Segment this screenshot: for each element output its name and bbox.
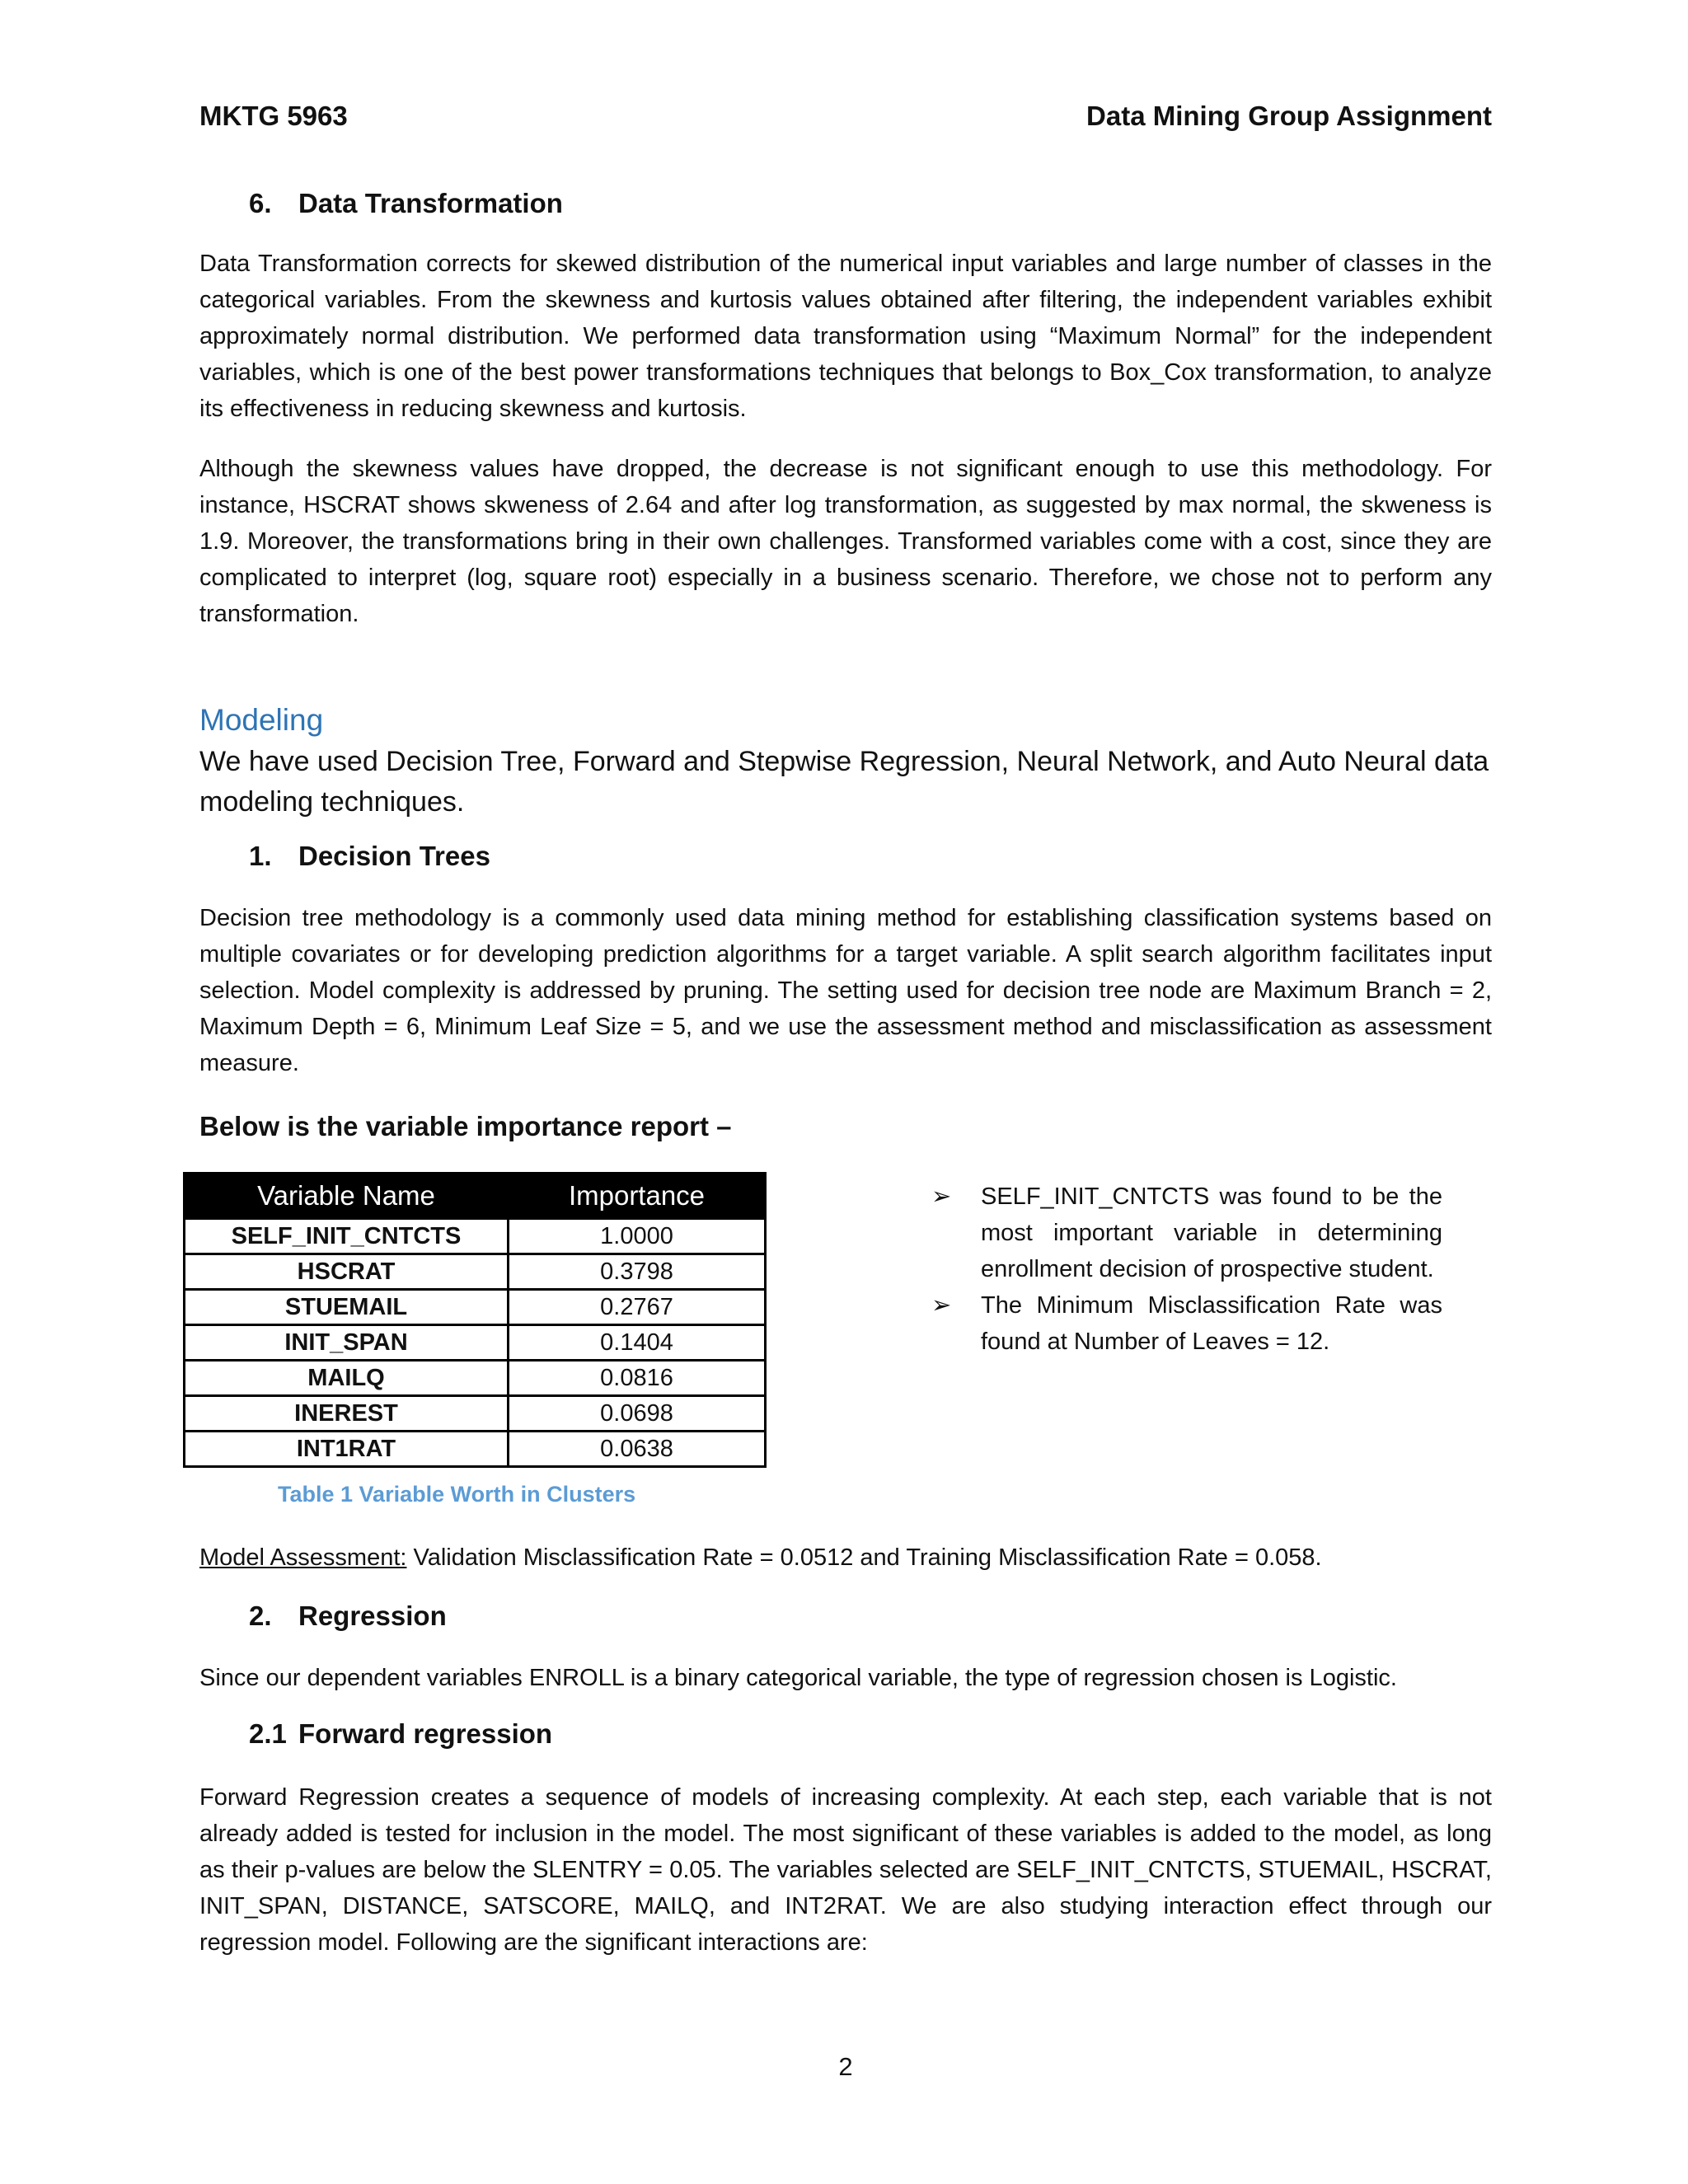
variable-name: INEREST — [185, 1396, 509, 1432]
variable-name: INT1RAT — [185, 1432, 509, 1467]
paragraph: Forward Regression creates a sequence of models of increasing complexity. At each step, each variable that is not already added is tested for inclusion in the model. The most significant of these variables is added to the model, as long as their p-values are below the SLENTRY = 0.05. The variables selected are SELF_INIT_CNTCTS, STUEMAIL, HSCRAT, INIT_SPAN, DISTANCE, SATSCORE, MAILQ, and INT2RAT. We are also studying interaction effect through our regression model. Following are the significant interactions are: — [199, 1784, 1492, 1956]
table-row — [185, 1219, 766, 1254]
section-number: 2. — [249, 1601, 272, 1631]
importance-value: 0.0698 — [509, 1396, 766, 1432]
importance-value: 1.0000 — [509, 1219, 766, 1254]
importance-value: 0.0816 — [509, 1361, 766, 1396]
table-row — [185, 1290, 766, 1325]
section-heading-forward-regression — [249, 1718, 552, 1750]
assessment-text: Validation Misclassification Rate = 0.0512 and Training Misclassification Rate = 0.058. — [406, 1544, 1322, 1571]
list-item — [931, 1179, 1442, 1287]
section-title: Regression — [298, 1601, 447, 1631]
section-heading-data-transformation — [249, 188, 563, 219]
findings-list — [931, 1179, 1442, 1360]
importance-value: 0.3798 — [509, 1254, 766, 1290]
course-code: MKTG 5963 — [199, 101, 348, 131]
report-label: Below is the variable importance report – — [199, 1111, 732, 1141]
modeling-heading: Modeling — [199, 703, 324, 737]
variable-name: INIT_SPAN — [185, 1325, 509, 1361]
section-number: 2.1 — [249, 1718, 287, 1749]
modeling-intro: We have used Decision Tree, Forward and Stepwise Regression, Neural Network, and Auto Neural data modeling techniques. — [199, 746, 1489, 818]
paragraph: Since our dependent variables ENROLL is a binary categorical variable, the type of regression chosen is Logistic. — [199, 1665, 1397, 1691]
table-row — [185, 1396, 766, 1432]
section-number: 6. — [249, 188, 272, 218]
paragraph: Data Transformation corrects for skewed distribution of the numerical input variables and large number of classes in the categorical variables. From the skewness and kurtosis values obtained after filtering, the independent variables exhibit approximately normal distribution. We performed data transformation using “Maximum Normal” for the independent variables, which is one of the best power transformations techniques that belongs to Box_Cox transformation, to analyze its effectiveness in reducing skewness and kurtosis. — [199, 251, 1492, 422]
page-number: 2 — [838, 2052, 853, 2081]
table-row — [185, 1432, 766, 1467]
paragraph: Decision tree methodology is a commonly used data mining method for establishing classification systems based on multiple covariates or for developing prediction algorithms for a target variable. A split search algorithm facilitates input selection. Model complexity is addressed by pruning. The setting used for decision tree node are Maximum Branch = 2, Maximum Depth = 6, Minimum Leaf Size = 5, and we use the assessment method and misclassification as assessment measure. — [199, 905, 1492, 1076]
variable-name: HSCRAT — [185, 1254, 509, 1290]
section-heading-regression — [249, 1601, 447, 1632]
model-assessment — [199, 1540, 1322, 1576]
variable-name: MAILQ — [185, 1361, 509, 1396]
section-title: Forward regression — [298, 1718, 553, 1749]
variable-name: STUEMAIL — [185, 1290, 509, 1325]
section-heading-decision-trees — [249, 841, 490, 872]
importance-value: 0.2767 — [509, 1290, 766, 1325]
paragraph: Although the skewness values have dropped, the decrease is not significant enough to use this methodology. For instance, HSCRAT shows skweness of 2.64 and after log transformation, as suggested by max normal, the skweness is 1.9. Moreover, the transformations bring in their own challenges. Transformed variables come with a cost, since they are complicated to interpret (log, square root) especially in a business scenario. Therefore, we chose not to perform any transformation. — [199, 456, 1492, 627]
importance-table — [183, 1172, 767, 1468]
section-number: 1. — [249, 841, 272, 871]
section-title: Data Transformation — [298, 188, 563, 218]
table-row — [185, 1361, 766, 1396]
assessment-label: Model Assessment: — [199, 1544, 407, 1571]
section-title: Decision Trees — [298, 841, 490, 871]
column-header: Importance — [509, 1174, 766, 1219]
variable-name: SELF_INIT_CNTCTS — [185, 1219, 509, 1254]
running-header — [199, 101, 1492, 132]
table-row — [185, 1254, 766, 1290]
importance-value: 0.0638 — [509, 1432, 766, 1467]
arrow-bullet-icon: ➢ — [931, 1183, 952, 1210]
importance-value: 0.1404 — [509, 1325, 766, 1361]
column-header: Variable Name — [185, 1174, 509, 1219]
table-row — [185, 1325, 766, 1361]
arrow-bullet-icon: ➢ — [931, 1292, 952, 1319]
table-caption: Table 1 Variable Worth in Clusters — [278, 1482, 636, 1507]
table-header-row — [185, 1174, 766, 1219]
list-item-text: The Minimum Misclassification Rate was found at Number of Leaves = 12. — [981, 1292, 1442, 1355]
list-item — [931, 1287, 1442, 1360]
assignment-title: Data Mining Group Assignment — [1086, 101, 1492, 131]
list-item-text: SELF_INIT_CNTCTS was found to be the most important variable in determining enrollment decision of prospective student. — [981, 1183, 1442, 1282]
